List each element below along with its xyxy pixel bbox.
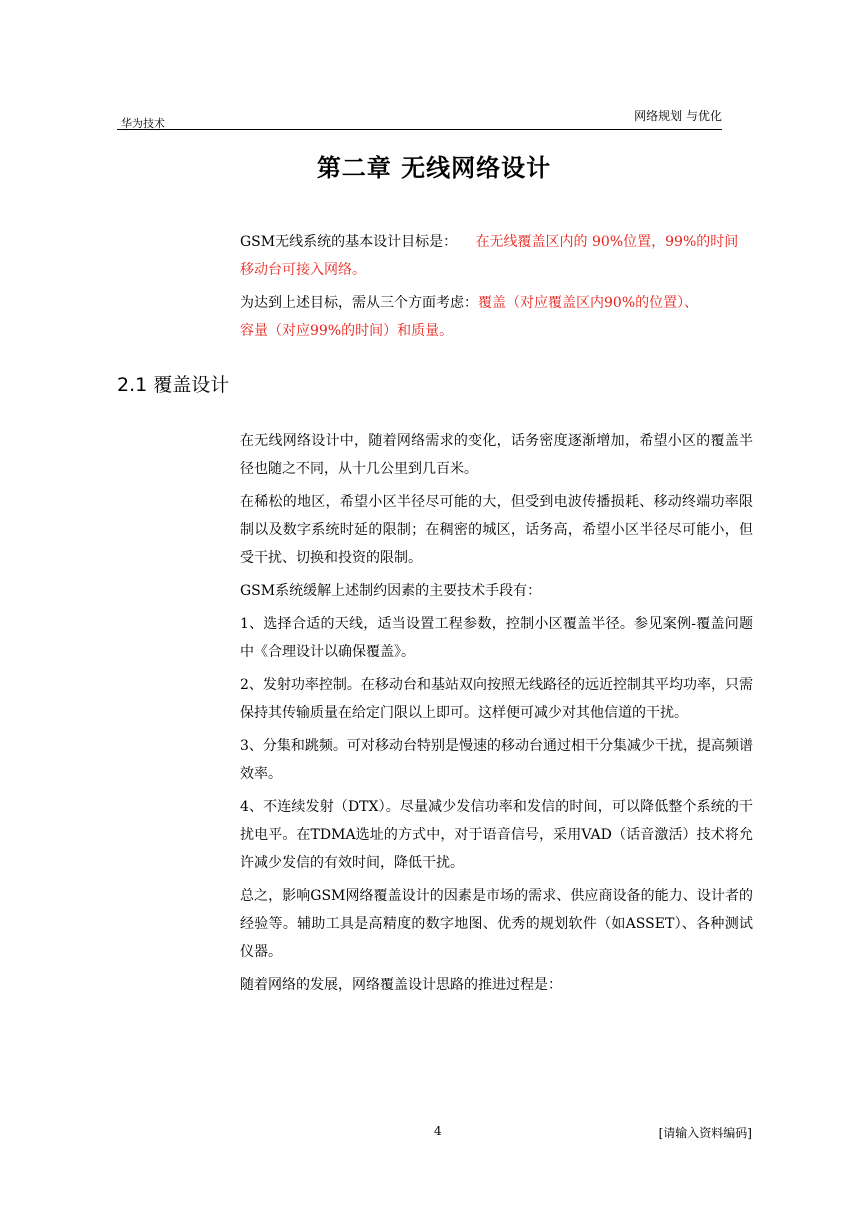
section-body <box>240 427 753 1004</box>
header-doc-title: 网络规划 与优化 <box>634 109 722 123</box>
intro-block <box>240 228 753 350</box>
intro-p1-highlight: 在无线覆盖区内的 90%位置，99%的时间 <box>475 234 739 250</box>
body-paragraph: 2、发射功率控制。在移动台和基站双向按照无线路径的远近控制其平均功率，只需保持其传输质量在给定门限以上即可。这样便可减少对其他信道的干扰。 <box>240 677 753 721</box>
body-paragraph: 4、不连续发射（DTX）。尽量减少发信功率和发信的时间，可以降低整个系统的干扰电平。在TDMA选址的方式中，对于语音信号，采用VAD（话音激活）技术将允许减少发信的有效时间，降低干扰。 <box>240 799 753 871</box>
body-paragraph: GSM系统缓解上述制约因素的主要技术手段有： <box>240 583 542 599</box>
intro-paragraph-2 <box>240 289 753 345</box>
body-paragraph: 1、选择合适的天线，适当设置工程参数，控制小区覆盖半径。参见案例-覆盖问题中《合理设计以确保覆盖》。 <box>240 616 753 660</box>
intro-p2-highlight-cont: 容量（对应99%的时间）和质量。 <box>240 323 454 339</box>
body-paragraph: 总之，影响GSM网络覆盖设计的因素是市场的需求、供应商设备的能力、设计者的经验等。辅助工具是高精度的数字地图、优秀的规划软件（如ASSET）、各种测试仪器。 <box>240 888 753 960</box>
intro-p1-prefix: GSM无线系统的基本设计目标是： <box>240 234 458 250</box>
intro-paragraph-1 <box>240 228 753 284</box>
document-code: [请输入资料编码] <box>658 1126 752 1140</box>
intro-p1-highlight-cont: 移动台可接入网络。 <box>240 262 366 278</box>
header-divider <box>117 129 722 130</box>
body-paragraph: 在无线网络设计中，随着网络需求的变化，话务密度逐渐增加，希望小区的覆盖半径也随之不同，从十几公里到几百米。 <box>240 433 753 477</box>
section-heading: 2.1 覆盖设计 <box>117 374 230 396</box>
intro-p2-highlight: 覆盖（对应覆盖区内90%的位置）、 <box>478 295 699 311</box>
body-paragraph: 随着网络的发展，网络覆盖设计思路的推进过程是： <box>240 977 562 993</box>
body-paragraph: 3、分集和跳频。可对移动台特别是慢速的移动台通过相干分集减少干扰，提高频谱效率。 <box>240 738 753 782</box>
header-company: 华为技术 <box>121 117 165 130</box>
page-number: 4 <box>434 1124 442 1138</box>
body-paragraph: 在稀松的地区，希望小区半径尽可能的大，但受到电波传播损耗、移动终端功率限制以及数字系统时延的限制；在稠密的城区，话务高，希望小区半径尽可能小，但受干扰、切换和投资的限制。 <box>240 494 753 566</box>
intro-p2-prefix: 为达到上述目标，需从三个方面考虑： <box>240 295 478 311</box>
chapter-title: 第二章 无线网络设计 <box>316 154 552 182</box>
